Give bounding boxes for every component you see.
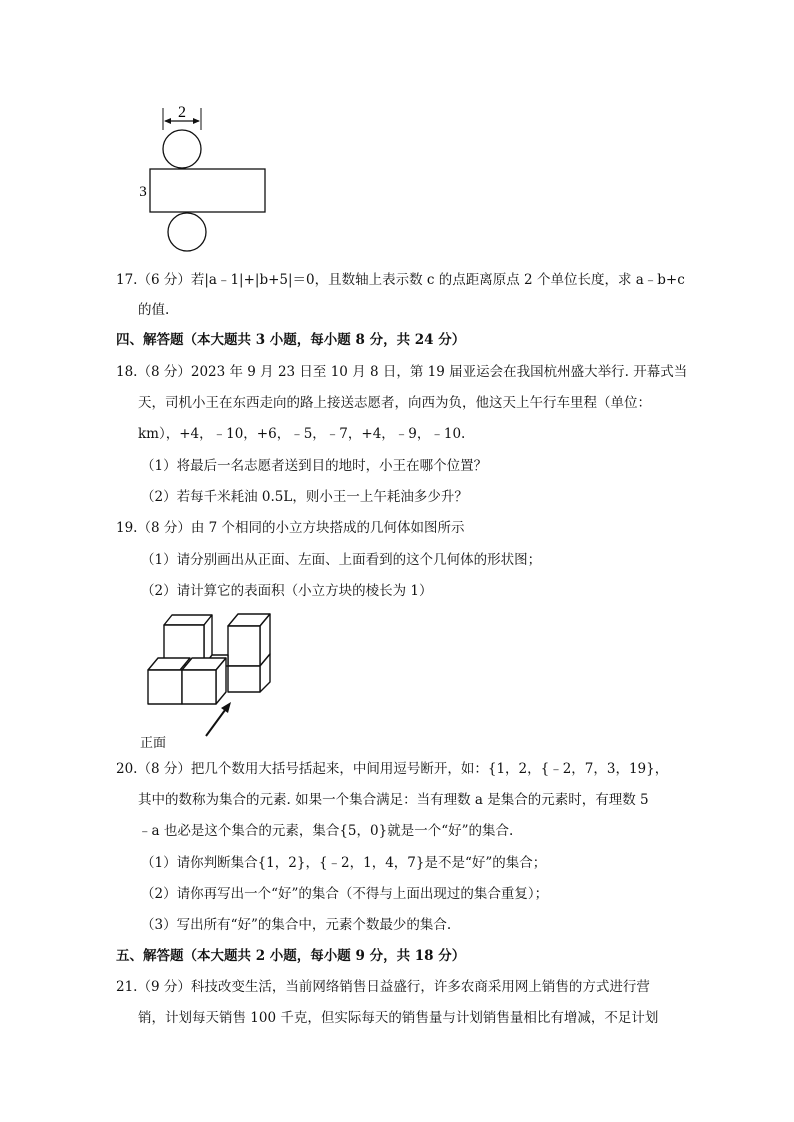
diameter-label: 2 xyxy=(178,104,186,121)
q20-sub2: （2）请你再写出一个“好”的集合（不得与上面出现过的集合重复）； xyxy=(141,886,549,902)
cube-front-face xyxy=(228,626,260,666)
side-rectangle xyxy=(150,169,265,212)
q20-line1: 20.（8 分）把几个数用大括号括起来，中间用逗号断开，如：{1，2，{﹣2，7，3，19}， xyxy=(116,761,669,777)
top-circle xyxy=(163,130,201,168)
cube-front-face xyxy=(228,666,260,692)
q18-line2: 天，司机小王在东西走向的路上接送志愿者，向西为负，他这天上午行车里程（单位： xyxy=(138,395,651,411)
q18-sub1: （1）将最后一名志愿者送到目的地时，小王在哪个位置？ xyxy=(141,458,488,474)
q18-line1: 18.（8 分）2023 年 9 月 23 日至 10 月 8 日，第 19 届亚运会在我国杭州盛大举行. 开幕式当 xyxy=(116,364,688,380)
q21-line1: 21.（9 分）科技改变生活，当前网络销售日益盛行，许多农商采用网上销售的方式进行营 xyxy=(116,979,650,995)
cube-front-face xyxy=(148,670,182,704)
front-view-label: 正面 xyxy=(140,736,167,751)
cylinder-net-diagram xyxy=(135,100,275,260)
q18-line3: km），+4，﹣10，+6，﹣5，﹣7，+4，﹣9，﹣10. xyxy=(138,426,466,442)
bottom-circle xyxy=(168,213,206,251)
q19-sub1: （1）请分别画出从正面、左面、上面看到的这个几何体的形状图； xyxy=(141,552,542,568)
q20-line2: 其中的数称为集合的元素. 如果一个集合满足：当有理数 a 是集合的元素时，有理数 5 xyxy=(138,792,649,808)
q19-sub2: （2）请计算它的表面积（小立方块的棱长为 1） xyxy=(141,583,433,599)
section4-title: 四、解答题（本大题共 3 小题，每小题 8 分，共 24 分） xyxy=(116,332,466,348)
q21-line2: 销，计划每天销售 100 千克，但实际每天的销售量与计划销售量相比有增减，不足计划 xyxy=(138,1010,659,1026)
q20-line3: ﹣a 也必是这个集合的元素，集合{5，0}就是一个“好”的集合. xyxy=(138,823,514,839)
q18-sub2: （2）若每千米耗油 0.5L，则小王一上午耗油多少升？ xyxy=(141,489,468,505)
arrow-head-icon xyxy=(221,702,231,713)
cube-front-face xyxy=(182,670,216,704)
cubes-diagram xyxy=(140,608,280,753)
q19-line1: 19.（8 分）由 7 个相同的小立方块搭成的几何体如图所示 xyxy=(116,520,465,536)
q17-line1: 17.（6 分）若|a﹣1|+|b+5|＝0，且数轴上表示数 c 的点距离原点 2 个单位长度，求 a﹣b+c xyxy=(116,272,685,288)
cubes-figure xyxy=(140,608,280,753)
cylinder-net-figure xyxy=(135,100,275,260)
section5-title: 五、解答题（本大题共 2 小题，每小题 9 分，共 18 分） xyxy=(116,948,466,964)
q17-line2: 的值. xyxy=(138,302,170,318)
q20-sub3: （3）写出所有“好”的集合中，元素个数最少的集合. xyxy=(141,917,452,933)
height-label: 3 xyxy=(139,184,147,200)
q20-sub1: （1）请你判断集合{1，2}，{﹣2，1，4，7}是不是“好”的集合； xyxy=(141,855,547,871)
